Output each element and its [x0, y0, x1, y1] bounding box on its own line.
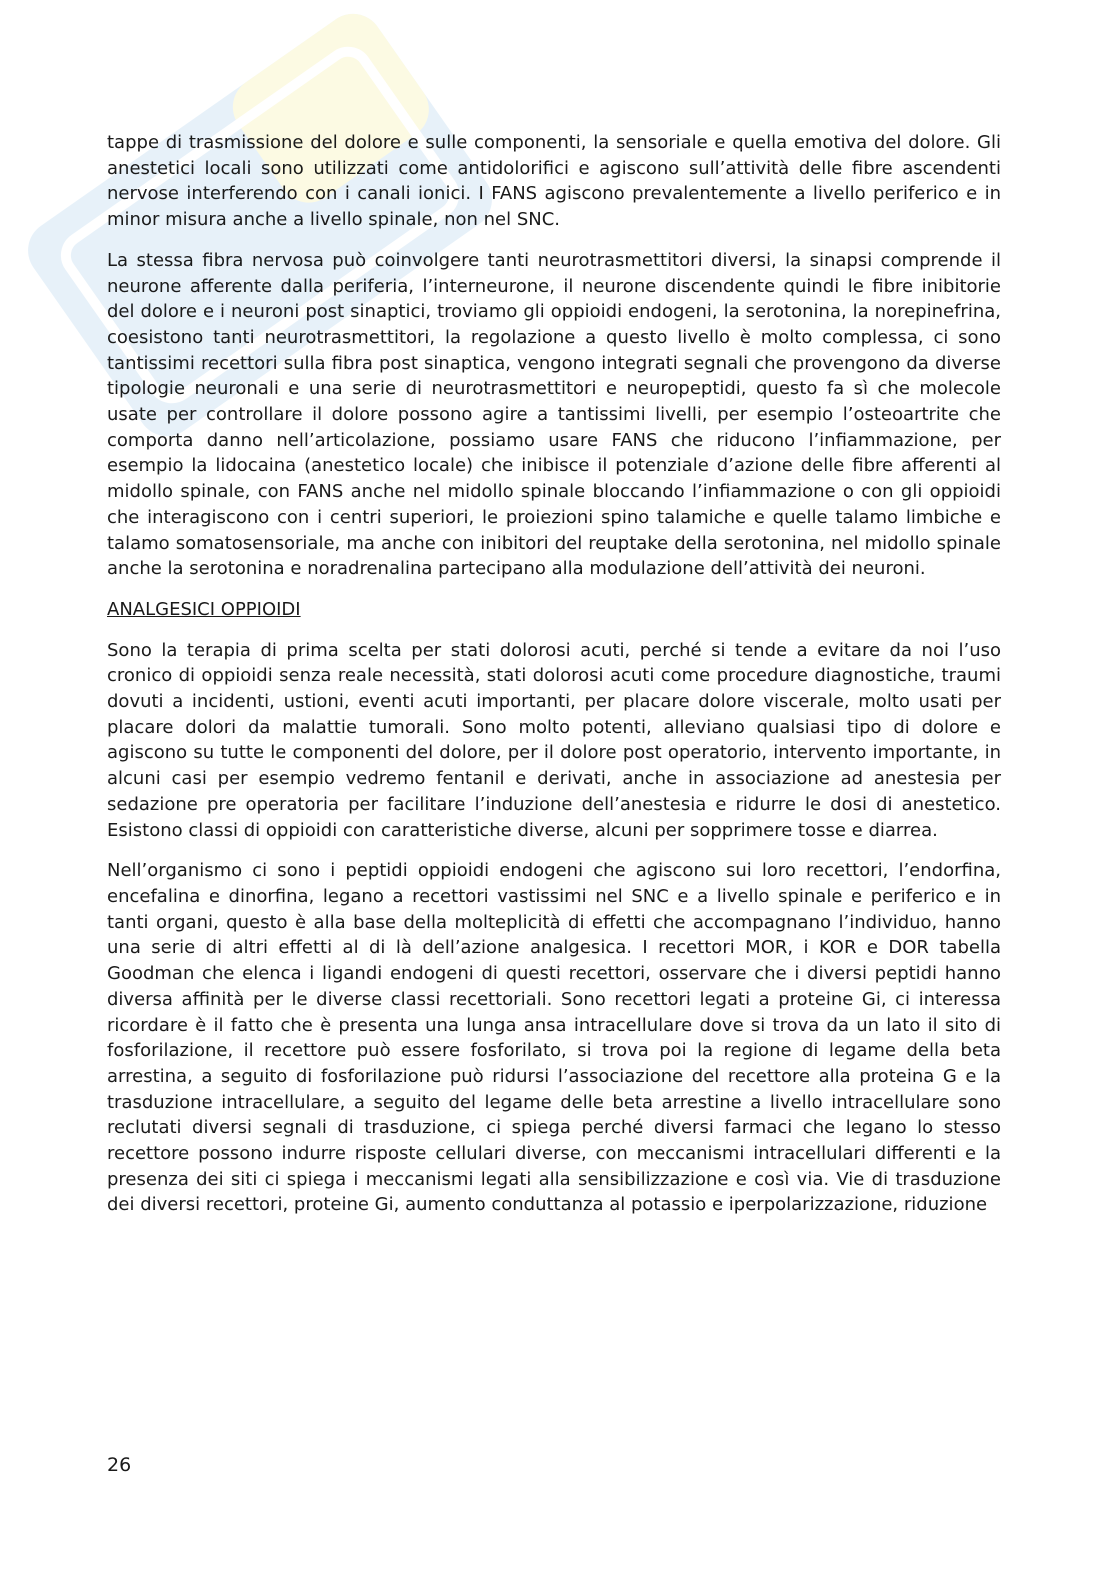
paragraph: Nell’organismo ci sono i peptidi oppioidi endogeni che agiscono sui loro recettori, l’endorfina, encefalina e dinorfina, legano a recettori vastissimi nel SNC e a livello spinale e periferico e in tanti organi, questo è alla base della molteplicità di effetti che accompagnano l’individuo, hanno una serie di altri effetti al di là dell’azione analgesica. I recettori MOR, i KOR e DOR tabella Goodman che elenca i ligandi endogeni di questi recettori, osservare che i diversi peptidi hanno diversa affinità per le diverse classi recettoriali. Sono recettori legati a proteine Gi, ci interessa ricordare è il fatto che è presenta una lunga ansa intracellulare dove si trova da un lato il sito di fosforilazione, il recettore può essere fosforilato, si trova poi la regione di legame della beta arrestina, a seguito di fosforilazione può ridursi l’associazione del recettore alla proteina G e la trasduzione intracellulare, a seguito del legame delle beta arrestine a livello intracellulare sono reclutati diversi segnali di trasduzione, ci spiega perché diversi farmaci che legano lo stesso recettore possono indurre risposte cellulari diverse, con meccanismi intracellulari differenti e la presenza dei siti ci spiega i meccanismi legati alla sensibilizzazione e così via. Vie di trasduzione dei diversi recettori, proteine Gi, aumento conduttanza al potassio e iperpolarizzazione, riduzione	[107, 860, 1001, 1216]
paragraph: Sono la terapia di prima scelta per stati dolorosi acuti, perché si tende a evitare da noi l’uso cronico di oppioidi senza reale necessità, stati dolorosi acuti come procedure diagnostiche, traumi dovuti a incidenti, ustioni, eventi acuti importanti, per placare dolore viscerale, molto usati per placare dolori da malattie tumorali. Sono molto potenti, alleviano qualsiasi tipo di dolore e agiscono su tutte le componenti del dolore, per il dolore post operatorio, intervento importante, in alcuni casi per esempio vedremo fentanil e derivati, anche in associazione ad anestesia per sedazione pre operatoria per facilitare l’induzione dell’anestesia e ridurre le dosi di anestetico. Esistono classi di oppioidi con caratteristiche diverse, alcuni per sopprimere tosse e diarrea.	[107, 639, 1001, 841]
section-heading: ANALGESICI OPPIOIDI	[107, 598, 301, 620]
paragraph: La stessa fibra nervosa può coinvolgere tanti neurotrasmettitori diversi, la sinapsi comprende il neurone afferente dalla periferia, l’interneurone, il neurone discendente quindi le fibre inibitorie del dolore e i neuroni post sinaptici, troviamo gli oppioidi endogeni, la serotonina, la norepinefrina, coesistono tanti neurotrasmettitori, la regolazione a questo livello è molto complessa, ci sono tantissimi recettori sulla fibra post sinaptica, vengono integrati segnali che provengono da diverse tipologie neuronali e una serie di neurotrasmettitori e neuropeptidi, questo fa sì che molecole usate per controllare il dolore possono agire a tantissimi livelli, per esempio l’osteoartrite che comporta danno nell’articolazione, possiamo usare FANS che riducono l’infiammazione, per esempio la lidocaina (anestetico locale) che inibisce il potenziale d’azione delle fibre afferenti al midollo spinale, con FANS anche nel midollo spinale bloccando l’infiammazione o con gli oppioidi che interagiscono con i centri superiori, le proiezioni spino talamiche e quelle talamo limbiche e talamo somatosensoriale, ma anche con inibitori del reuptake della serotonina, nel midollo spinale anche la serotonina e noradrenalina partecipano alla modulazione dell’attività dei neuroni.	[107, 249, 1001, 580]
page-number: 26	[107, 1454, 132, 1476]
document-body	[107, 130, 1001, 1233]
paragraph: tappe di trasmissione del dolore e sulle componenti, la sensoriale e quella emotiva del dolore. Gli anestetici locali sono utilizzati come antidolorifici e agiscono sull’attività delle fibre ascendenti nervose interferendo con i canali ionici. I FANS agiscono prevalentemente a livello periferico e in minor misura anche a livello spinale, non nel SNC.	[107, 132, 1001, 231]
